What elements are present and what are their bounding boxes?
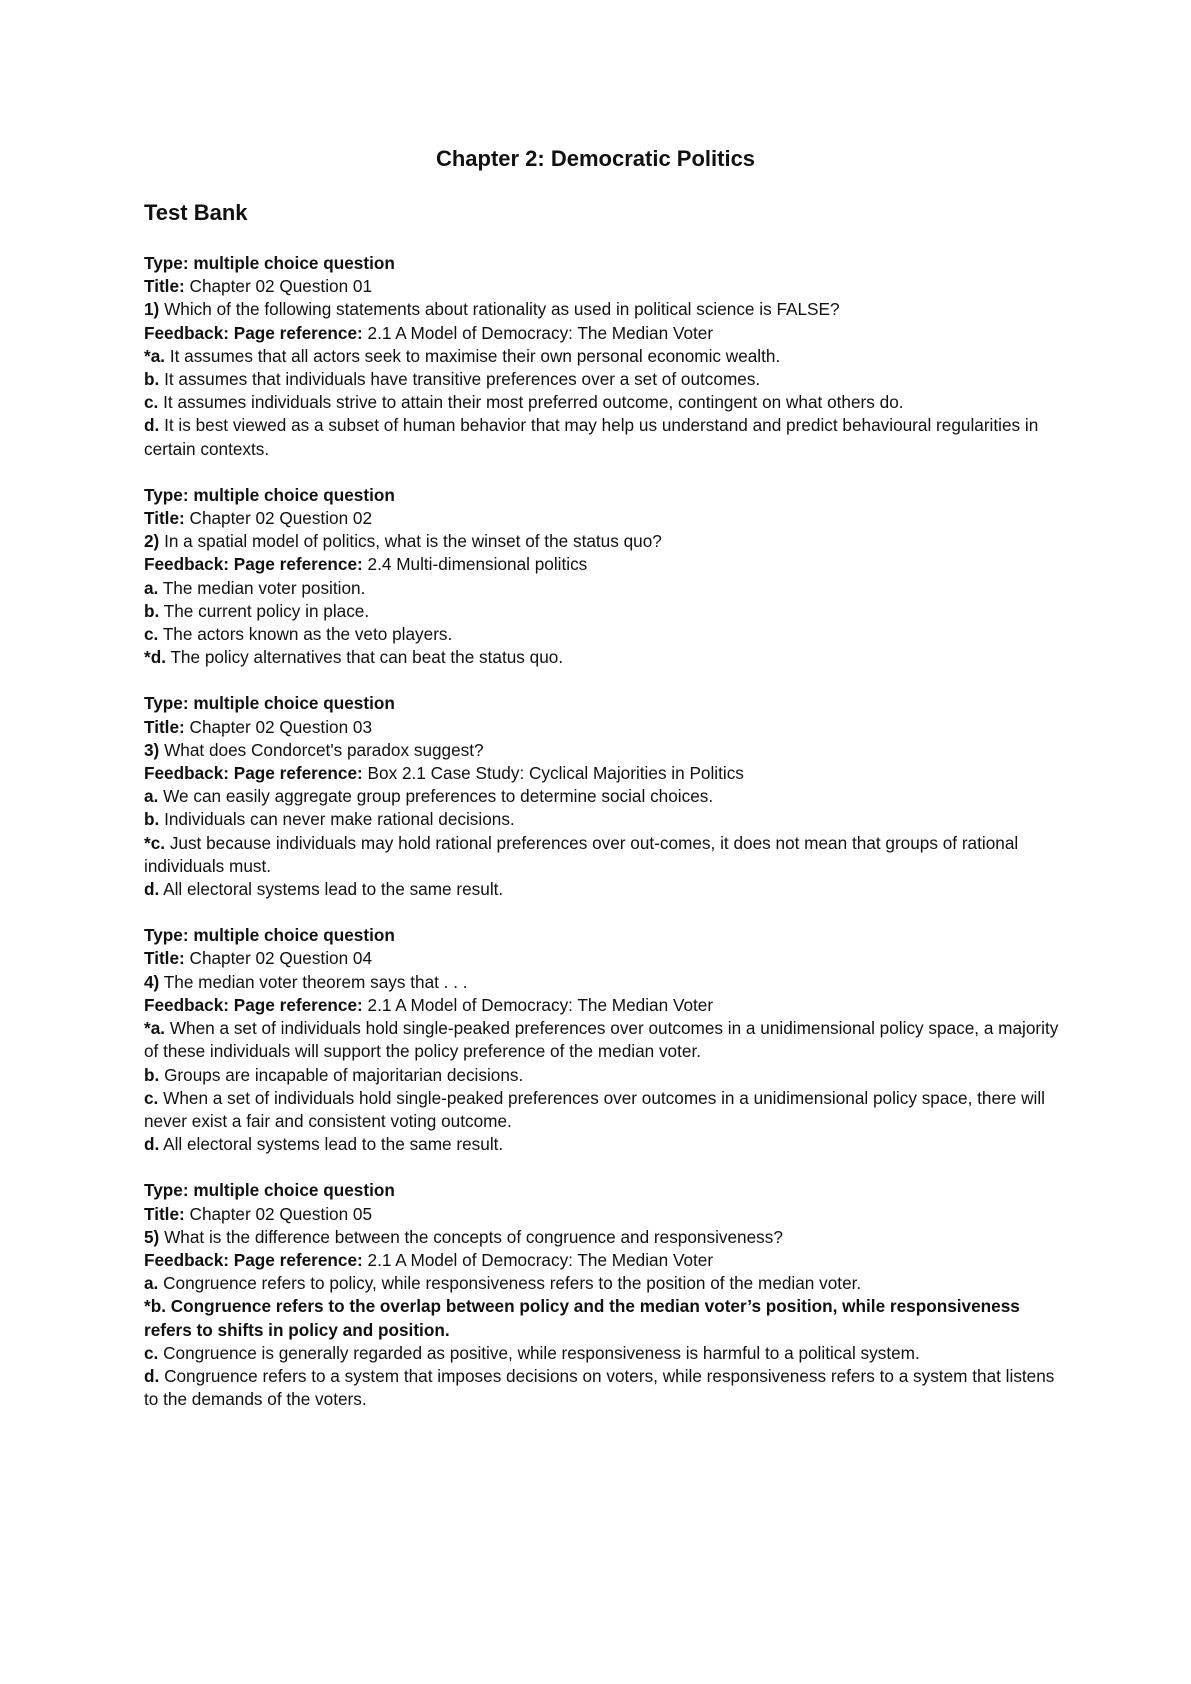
question-number: 5) [144, 1226, 160, 1247]
option-label: b. [144, 369, 160, 390]
question-stem-line [144, 298, 1064, 321]
option-label: b. [144, 600, 160, 621]
answer-option [144, 1064, 1064, 1087]
option-text: Just because individuals may hold rational preferences over out-comes, it does not mean that groups of rational individuals must. [144, 832, 1023, 876]
option-label: d. [144, 879, 160, 900]
question-stem-line [144, 530, 1064, 553]
question-title-line [144, 716, 1064, 739]
feedback-reference: 2.4 Multi-dimensional politics [367, 554, 588, 575]
option-text: We can easily aggregate group preferences to determine social choices. [163, 786, 714, 807]
option-text: It assumes that individuals have transitive preferences over a set of outcomes. [164, 369, 761, 390]
question-stem: What is the difference between the concepts of congruence and responsiveness? [164, 1226, 783, 1247]
answer-option [144, 878, 1064, 901]
option-label: *b. [144, 1296, 166, 1317]
option-label: a. [144, 786, 159, 807]
answer-option [144, 1295, 1064, 1341]
question-title-line [144, 275, 1064, 298]
question-type: Type: multiple choice question [144, 925, 395, 946]
question-number: 3) [144, 739, 160, 760]
option-label: b. [144, 809, 160, 830]
answer-option [144, 1272, 1064, 1295]
title-label: Title: [144, 948, 185, 969]
feedback-label: Feedback: Page reference: [144, 763, 363, 784]
option-label: *d. [144, 647, 166, 668]
option-label: d. [144, 1365, 160, 1386]
answer-option [144, 1365, 1064, 1411]
option-label: *a. [144, 345, 166, 366]
answer-option [144, 646, 1064, 669]
section-title: Test Bank [144, 200, 248, 225]
option-label: b. [144, 1064, 160, 1085]
option-label: *a. [144, 1018, 166, 1039]
feedback-label: Feedback: Page reference: [144, 994, 363, 1015]
feedback-line [144, 553, 1064, 576]
question-stem: What does Condorcet's paradox suggest? [164, 739, 484, 760]
question-list [144, 252, 1064, 1434]
question-title-line [144, 507, 1064, 530]
question-stem: The median voter theorem says that . . . [163, 971, 468, 992]
feedback-line [144, 322, 1064, 345]
feedback-reference: 2.1 A Model of Democracy: The Median Voter [367, 994, 714, 1015]
answer-option [144, 600, 1064, 623]
option-text: Congruence is generally regarded as positive, while responsiveness is harmful to a political system. [163, 1342, 920, 1363]
question-stem-line [144, 971, 1064, 994]
option-text: It is best viewed as a subset of human behavior that may help us understand and predict behavioural regularities in certain contexts. [144, 415, 1044, 459]
answer-option [144, 368, 1064, 391]
answer-option [144, 414, 1064, 460]
option-label: a. [144, 577, 159, 598]
title-label: Title: [144, 716, 185, 737]
question-block [144, 1179, 1064, 1411]
feedback-label: Feedback: Page reference: [144, 554, 363, 575]
answer-option [144, 577, 1064, 600]
option-text: The actors known as the veto players. [162, 624, 453, 645]
question-block [144, 484, 1064, 670]
question-title: Chapter 02 Question 01 [189, 276, 373, 297]
option-text: Congruence refers to a system that imposes decisions on voters, while responsiveness refers to a system that listens to the demands of the voters. [144, 1365, 1060, 1410]
question-stem: In a spatial model of politics, what is the winset of the status quo? [164, 531, 662, 552]
title-label: Title: [144, 276, 185, 297]
question-title: Chapter 02 Question 02 [189, 508, 373, 529]
question-title-line [144, 947, 1064, 970]
question-type: Type: multiple choice question [144, 1180, 395, 1201]
question-stem-line [144, 1226, 1064, 1249]
answer-option [144, 808, 1064, 831]
option-text: All electoral systems lead to the same result. [163, 879, 504, 900]
option-text: When a set of individuals hold single-peaked preferences over outcomes in a unidimensional policy space, a majority of these individuals will support the policy preference of the median voter. [144, 1018, 1064, 1062]
answer-option [144, 1087, 1064, 1133]
question-title: Chapter 02 Question 04 [189, 948, 373, 969]
option-text: Congruence refers to the overlap between policy and the median voter’s position, while responsiveness refers to shifts in policy and position. [144, 1296, 1025, 1340]
question-block [144, 692, 1064, 901]
option-label: c. [144, 1342, 159, 1363]
answer-option [144, 1133, 1064, 1156]
option-label: c. [144, 1087, 159, 1108]
question-type: Type: multiple choice question [144, 693, 395, 714]
option-text: The policy alternatives that can beat the status quo. [170, 647, 564, 668]
question-type: Type: multiple choice question [144, 253, 395, 273]
option-label: c. [144, 624, 159, 645]
question-title-line [144, 1203, 1064, 1226]
option-label: a. [144, 1273, 159, 1294]
option-text: The median voter position. [162, 577, 366, 598]
question-block [144, 252, 1064, 461]
option-label: d. [144, 1134, 160, 1155]
answer-option [144, 785, 1064, 808]
question-number: 2) [144, 531, 160, 552]
question-type: Type: multiple choice question [144, 484, 395, 505]
feedback-reference: Box 2.1 Case Study: Cyclical Majorities in Politics [367, 763, 744, 784]
question-stem: Which of the following statements about rationality as used in political science is FALSE? [164, 299, 840, 320]
answer-option [144, 623, 1064, 646]
question-block [144, 924, 1064, 1156]
feedback-reference: 2.1 A Model of Democracy: The Median Voter [367, 1249, 714, 1270]
option-text: Individuals can never make rational decisions. [164, 809, 515, 830]
option-text: Groups are incapable of majoritarian decisions. [164, 1064, 524, 1085]
option-text: When a set of individuals hold single-peaked preferences over outcomes in a unidimensional policy space, there will never exist a fair and consistent voting outcome. [144, 1087, 1050, 1131]
feedback-line [144, 1249, 1064, 1272]
option-text: The current policy in place. [163, 600, 370, 621]
answer-option [144, 832, 1064, 878]
answer-option [144, 391, 1064, 414]
answer-option [144, 345, 1064, 368]
option-label: c. [144, 392, 159, 413]
feedback-line [144, 762, 1064, 785]
feedback-reference: 2.1 A Model of Democracy: The Median Voter [367, 322, 714, 343]
option-text: Congruence refers to policy, while responsiveness refers to the position of the median voter. [163, 1273, 862, 1294]
question-title: Chapter 02 Question 05 [189, 1203, 373, 1224]
question-stem-line [144, 739, 1064, 762]
option-text: It assumes that all actors seek to maximise their own personal economic wealth. [169, 345, 781, 366]
title-label: Title: [144, 508, 185, 529]
title-label: Title: [144, 1203, 185, 1224]
answer-option [144, 1342, 1064, 1365]
question-number: 4) [144, 971, 160, 992]
feedback-label: Feedback: Page reference: [144, 322, 363, 343]
feedback-label: Feedback: Page reference: [144, 1249, 363, 1270]
answer-option [144, 1017, 1064, 1063]
chapter-title: Chapter 2: Democratic Politics [435, 146, 756, 171]
question-title: Chapter 02 Question 03 [189, 716, 373, 737]
option-label: d. [144, 415, 160, 436]
feedback-line [144, 994, 1064, 1017]
question-number: 1) [144, 299, 160, 320]
option-label: *c. [144, 832, 166, 853]
option-text: It assumes individuals strive to attain their most preferred outcome, contingent on what others do. [163, 392, 904, 413]
option-text: All electoral systems lead to the same result. [163, 1134, 504, 1155]
